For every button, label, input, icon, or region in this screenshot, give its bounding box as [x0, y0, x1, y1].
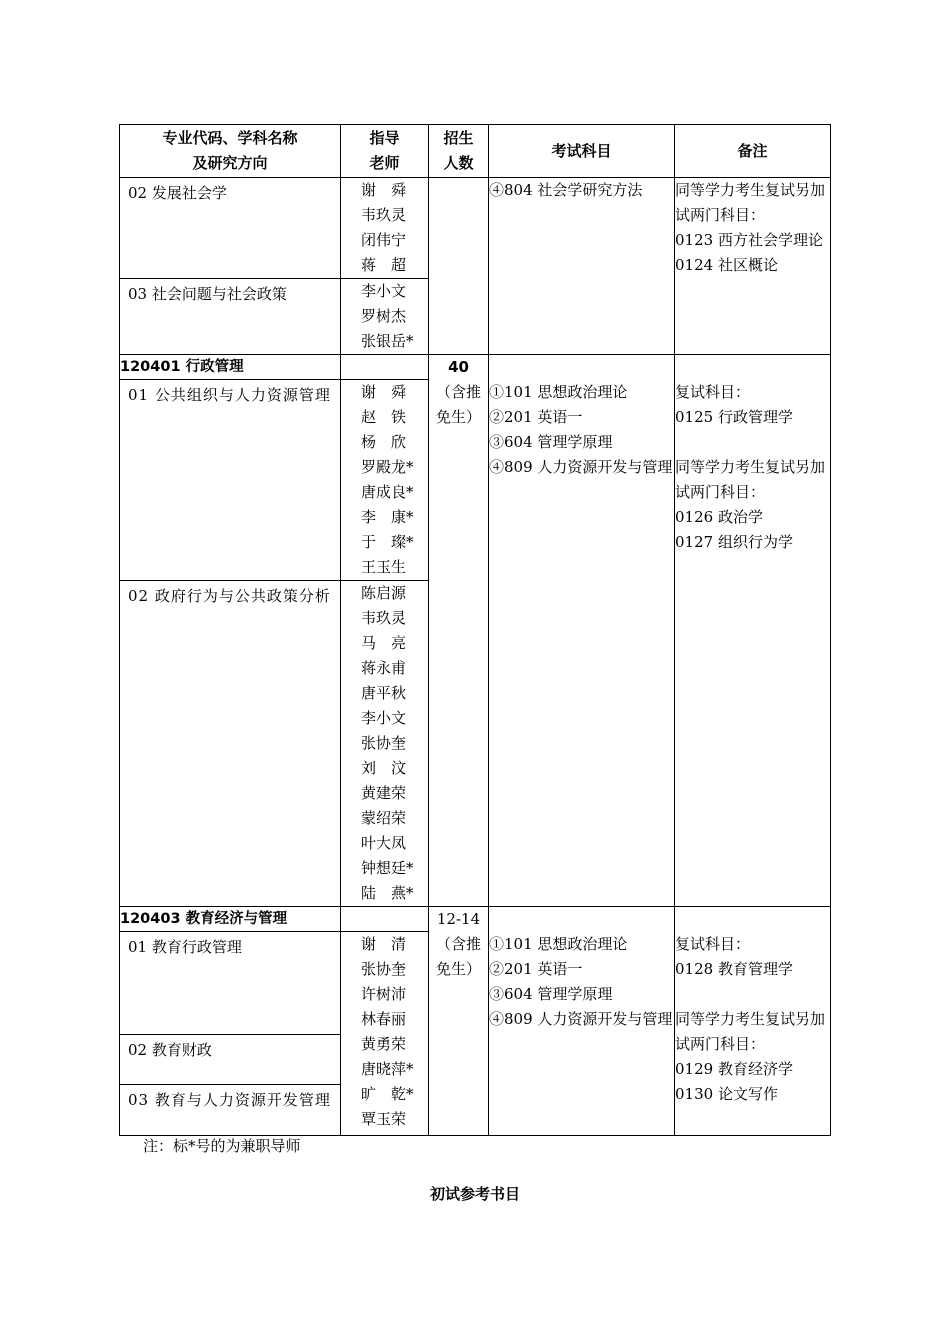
enrollment-cell: 40 （含推免生） — [429, 355, 489, 907]
direction-cell: 01 教育行政管理 — [120, 932, 341, 1035]
header-exam-subjects: 考试科目 — [489, 125, 675, 178]
list-item: 许树沛 — [361, 985, 407, 1003]
remarks-cell: 同等学力考生复试另加试两门科目： 0123 西方社会学理论 0124 社区概论 — [675, 178, 831, 355]
list-item: 唐晓萍* — [361, 1060, 414, 1078]
header-major-direction: 专业代码、学科名称 及研究方向 — [120, 125, 341, 178]
list-item: 陆 燕* — [361, 884, 414, 902]
direction-cell: 01 公共组织与人力资源管理 — [120, 380, 341, 581]
list-item: 陈启源 — [361, 584, 407, 602]
list-item: 韦玖灵 — [361, 609, 407, 627]
list-item: 于 璨* — [361, 533, 414, 551]
exam-subjects-cell: ①101 思想政治理论 ②201 英语一 ③604 管理学原理 ④809 人力资源开发与管理 — [489, 355, 675, 907]
major-title: 120401 行政管理 — [120, 355, 341, 380]
remarks-cell: 复试科目： 0125 行政管理学 同等学力考生复试另加试两门科目： 0126 政治学 0127 组织行为学 — [675, 355, 831, 907]
list-item: 李小文 — [361, 282, 407, 300]
list-item: 张协奎 — [361, 960, 407, 978]
list-item: 覃玉荣 — [361, 1110, 407, 1128]
enrollment-cell: 12-14 （含推免生） — [429, 907, 489, 1136]
list-item: 谢 舜 — [361, 181, 407, 199]
direction-cell: 02 发展社会学 — [120, 178, 341, 279]
list-item: 张银岳* — [361, 332, 414, 350]
empty-cell — [341, 355, 429, 380]
list-item: 李小文 — [361, 709, 407, 727]
list-item: 蒋 超 — [361, 256, 407, 274]
empty-cell — [341, 907, 429, 932]
list-item: 黄建荣 — [361, 784, 407, 802]
list-item: 杨 欣 — [361, 433, 407, 451]
supervisor-list — [341, 178, 429, 279]
exam-subjects-cell: ①101 思想政治理论 ②201 英语一 ③604 管理学原理 ④809 人力资源开发与管理 — [489, 907, 675, 1136]
exam-subjects-cell — [489, 178, 675, 355]
enrollment-cell — [429, 178, 489, 355]
section-title: 初试参考书目 — [429, 1185, 520, 1203]
header-remarks: 备注 — [675, 125, 831, 178]
list-item: 张协奎 — [361, 734, 407, 752]
list-item: 叶大凤 — [361, 834, 407, 852]
list-item: 谢 舜 — [361, 383, 407, 401]
list-item: 蒙绍荣 — [361, 809, 407, 827]
table-header-row — [120, 125, 831, 178]
header-enrollment: 招生 人数 — [429, 125, 489, 178]
list-item: 谢 清 — [361, 935, 407, 953]
list-item: 旷 乾* — [361, 1085, 414, 1103]
list-item: 钟想廷* — [361, 859, 414, 877]
list-item: 黄勇荣 — [361, 1035, 407, 1053]
list-item: 唐成良* — [361, 483, 414, 501]
footnote: 注：标*号的为兼职导师 — [143, 1137, 301, 1155]
list-item: 韦玖灵 — [361, 206, 407, 224]
supervisor-list — [341, 279, 429, 355]
list-item: 刘 汶 — [361, 759, 407, 777]
list-item: 林春丽 — [361, 1010, 407, 1028]
direction-cell: 02 政府行为与公共政策分析 — [120, 581, 341, 907]
supervisor-list — [341, 581, 429, 907]
direction-cell: 02 教育财政 — [120, 1035, 341, 1085]
supervisor-list — [341, 932, 429, 1136]
list-item: 罗树杰 — [361, 307, 407, 325]
remarks-cell: 复试科目： 0128 教育管理学 同等学力考生复试另加试两门科目： 0129 教育经济学 0130 论文写作 — [675, 907, 831, 1136]
header-supervisor: 指导 老师 — [341, 125, 429, 178]
table-row — [120, 178, 831, 279]
list-item: 唐平秋 — [361, 684, 407, 702]
list-item: 马 亮 — [361, 634, 407, 652]
direction-cell: 03 社会问题与社会政策 — [120, 279, 341, 355]
list-item: 李 康* — [361, 508, 414, 526]
list-item: 闭伟宁 — [361, 231, 407, 249]
list-item: ④804 社会学研究方法 — [489, 181, 643, 199]
list-item: 王玉生 — [361, 558, 407, 576]
admissions-table — [119, 124, 831, 1136]
major-title: 120403 教育经济与管理 — [120, 907, 341, 932]
list-item: 赵 铁 — [361, 408, 407, 426]
list-item: 蒋永甫 — [361, 659, 407, 677]
table-row — [120, 355, 831, 380]
supervisor-list — [341, 380, 429, 581]
direction-cell: 03 教育与人力资源开发管理 — [120, 1085, 341, 1136]
table-row — [120, 907, 831, 932]
list-item: 罗殿龙* — [361, 458, 414, 476]
